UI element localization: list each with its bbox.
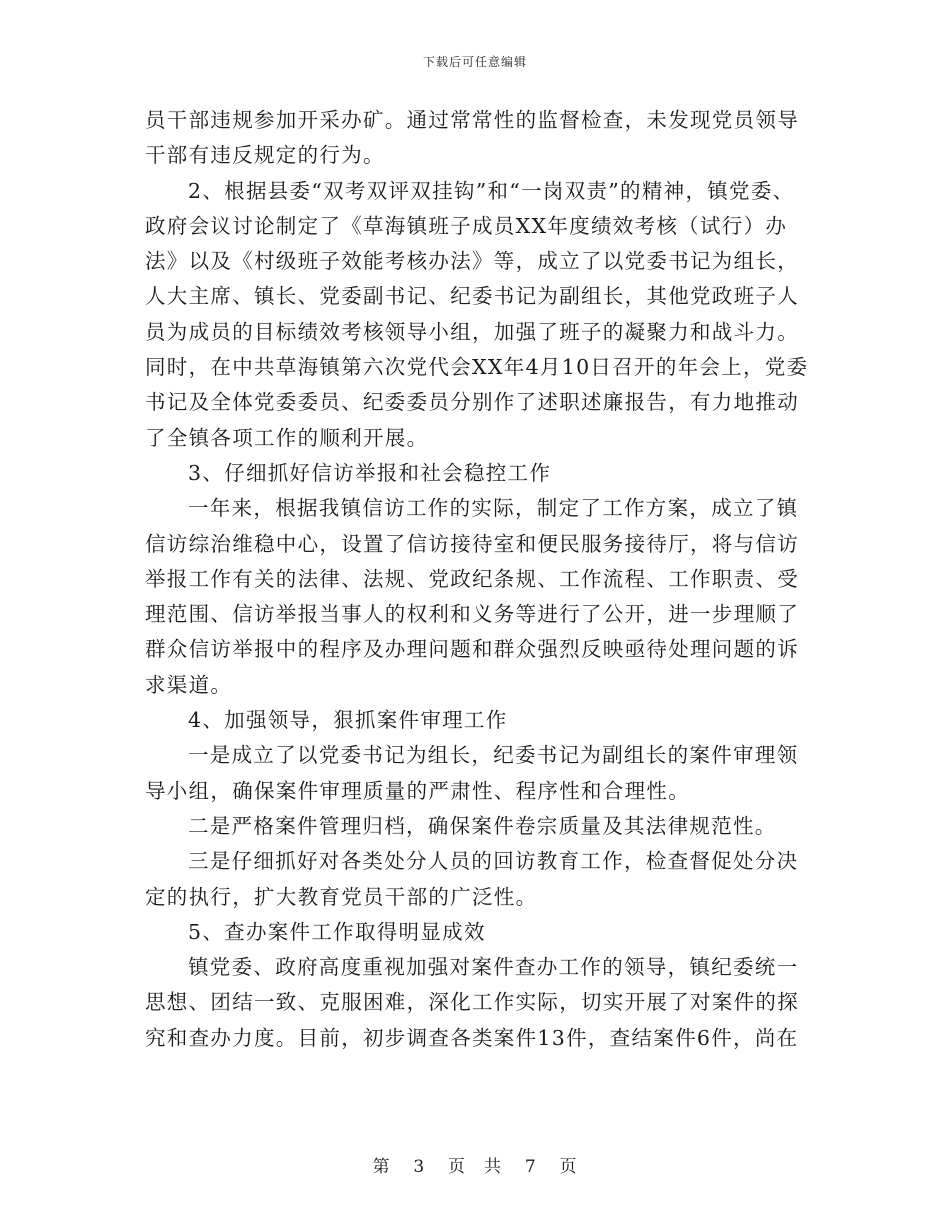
text-line: 5、查办案件工作取得明显成效 xyxy=(188,919,486,944)
footer-prefix: 第 xyxy=(372,1157,391,1177)
text-line: 2、根据县委“双考双评双挂钩”和“一岗双责”的精神，镇党委、 xyxy=(188,178,795,203)
text-line: 同时，在中共草海镇第六次党代会XX年4月10日召开的年会上，党委 xyxy=(145,355,809,380)
footer-suffix: 页 xyxy=(559,1157,578,1177)
text-line: 一年来，根据我镇信访工作的实际，制定了工作方案，成立了镇 xyxy=(188,496,799,521)
text-line: 书记及全体党委委员、纪委委员分别作了述职述廉报告，有力地推动 xyxy=(145,390,799,415)
page-header: 下载后可任意编辑 xyxy=(422,55,527,69)
text-line: 员为成员的目标绩效考核领导小组，加强了班子的凝聚力和战斗力。 xyxy=(145,319,799,344)
text-line: 究和查办力度。目前，初步调查各类案件13件，查结案件6件，尚在 xyxy=(145,1025,799,1050)
text-line: 镇党委、政府高度重视加强对案件查办工作的领导，镇纪委统一 xyxy=(188,955,799,980)
text-line: 政府会议讨论制定了《草海镇班子成员XX年度绩效考核（试行）办 xyxy=(145,213,788,238)
text-line: 人大主席、镇长、党委副书记、纪委书记为副组长，其他党政班子人 xyxy=(145,284,799,309)
text-line: 思想、团结一致、克服困难，深化工作实际，切实开展了对案件的探 xyxy=(145,990,799,1015)
text-line: 理范围、信访举报当事人的权利和义务等进行了公开，进一步理顺了 xyxy=(145,602,799,627)
current-page-number: 3 xyxy=(413,1157,426,1177)
text-line: 了全镇各项工作的顺利开展。 xyxy=(145,425,429,450)
text-line: 信访综治维稳中心，设置了信访接待室和便民服务接待厅，将与信访 xyxy=(145,531,799,556)
text-line: 4、加强领导，狠抓案件审理工作 xyxy=(188,708,508,733)
document-body xyxy=(145,103,835,1056)
text-line: 定的执行，扩大教育党员干部的广泛性。 xyxy=(145,884,538,909)
total-page-number: 7 xyxy=(524,1157,537,1177)
footer-middle: 页 共 xyxy=(448,1157,502,1177)
text-line: 求渠道。 xyxy=(145,672,233,697)
text-line: 3、仔细抓好信访举报和社会稳控工作 xyxy=(188,460,552,485)
text-line: 举报工作有关的法律、法规、党政纪条规、工作流程、工作职责、受 xyxy=(145,566,799,591)
text-line: 群众信访举报中的程序及办理问题和群众强烈反映亟待处理问题的诉 xyxy=(145,637,799,662)
text-line: 干部有违反规定的行为。 xyxy=(145,143,385,168)
text-line: 二是严格案件管理归档，确保案件卷宗质量及其法律规范性。 xyxy=(188,813,777,838)
text-line: 导小组，确保案件审理质量的严肃性、程序性和合理性。 xyxy=(145,778,690,803)
text-line: 三是仔细抓好对各类处分人员的回访教育工作，检查督促处分决 xyxy=(188,849,799,874)
text-line: 一是成立了以党委书记为组长，纪委书记为副组长的案件审理领 xyxy=(188,743,799,768)
text-line: 法》以及《村级班子效能考核办法》等，成立了以党委书记为组长， xyxy=(145,249,799,274)
text-line: 员干部违规参加开采办矿。通过常常性的监督检查，未发现党员领导 xyxy=(145,108,799,132)
page-footer xyxy=(0,1152,950,1177)
